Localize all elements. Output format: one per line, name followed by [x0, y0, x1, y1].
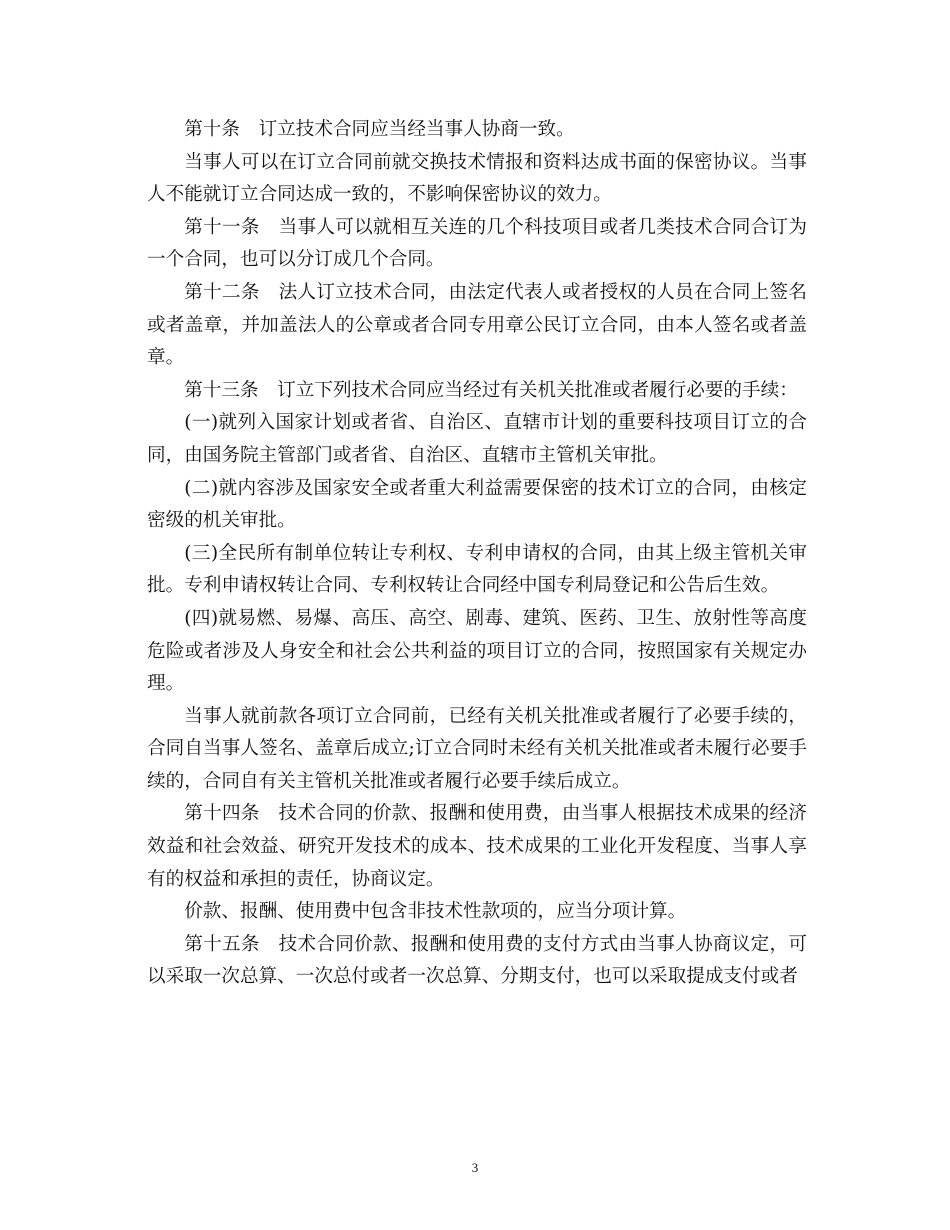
document-body — [147, 114, 807, 994]
article-13-item-4: (四)就易燃、易爆、高压、高空、剧毒、建筑、医药、卫生、放射性等高度危险或者涉及人身安全和社会公共利益的项目订立的合同，按照国家有关规定办理。 — [147, 607, 807, 695]
page-number: 3 — [471, 1160, 479, 1175]
article-13-item-1: (一)就列入国家计划或者省、自治区、直辖市计划的重要科技项目订立的合同，由国务院主管部门或者省、自治区、直辖市主管机关审批。 — [147, 412, 807, 466]
article-14-paragraph: 第十四条 技术合同的价款、报酬和使用费，由当事人根据技术成果的经济效益和社会效益、研究开发技术的成本、技术成果的工业化开发程度、当事人享有的权益和承担的责任，协商议定。 — [147, 803, 807, 890]
approval-paragraph: 当事人就前款各项订立合同前，已经有关机关批准或者履行了必要手续的，合同自当事人签名、盖章后成立;订立合同时未经有关机关批准或者未履行必要手续的，合同自有关主管机关批准或者履行必要手续后成立。 — [147, 705, 807, 792]
article-15-paragraph: 第十五条 技术合同价款、报酬和使用费的支付方式由当事人协商议定，可以采取一次总算、一次总付或者一次总算、分期支付，也可以采取提成支付或者 — [147, 933, 807, 988]
confidentiality-paragraph: 当事人可以在订立合同前就交换技术情报和资料达成书面的保密协议。当事人不能就订立合同达成一致的，不影响保密协议的效力。 — [147, 151, 807, 206]
article-13-paragraph: 第十三条 订立下列技术合同应当经过有关机关批准或者履行必要的手续： — [184, 379, 798, 401]
article-11-paragraph: 第十一条 当事人可以就相互关连的几个科技项目或者几类技术合同合订为一个合同，也可以分订成几个合同。 — [147, 216, 807, 271]
article-13-item-3: (三)全民所有制单位转让专利权、专利申请权的合同，由其上级主管机关审批。专利申请权转让合同、专利权转让合同经中国专利局登记和公告后生效。 — [147, 542, 807, 597]
article-12-paragraph: 第十二条 法人订立技术合同，由法定代表人或者授权的人员在合同上签名或者盖章，并加盖法人的公章或者合同专用章公民订立合同，由本人签名或者盖章。 — [147, 281, 807, 369]
separate-calculation-paragraph: 价款、报酬、使用费中包含非技术性款项的，应当分项计算。 — [184, 901, 687, 923]
article-10-paragraph: 第十条 订立技术合同应当经当事人协商一致。 — [184, 119, 575, 140]
article-13-item-2: (二)就内容涉及国家安全或者重大利益需要保密的技术订立的合同，由核定密级的机关审批。 — [147, 477, 807, 532]
